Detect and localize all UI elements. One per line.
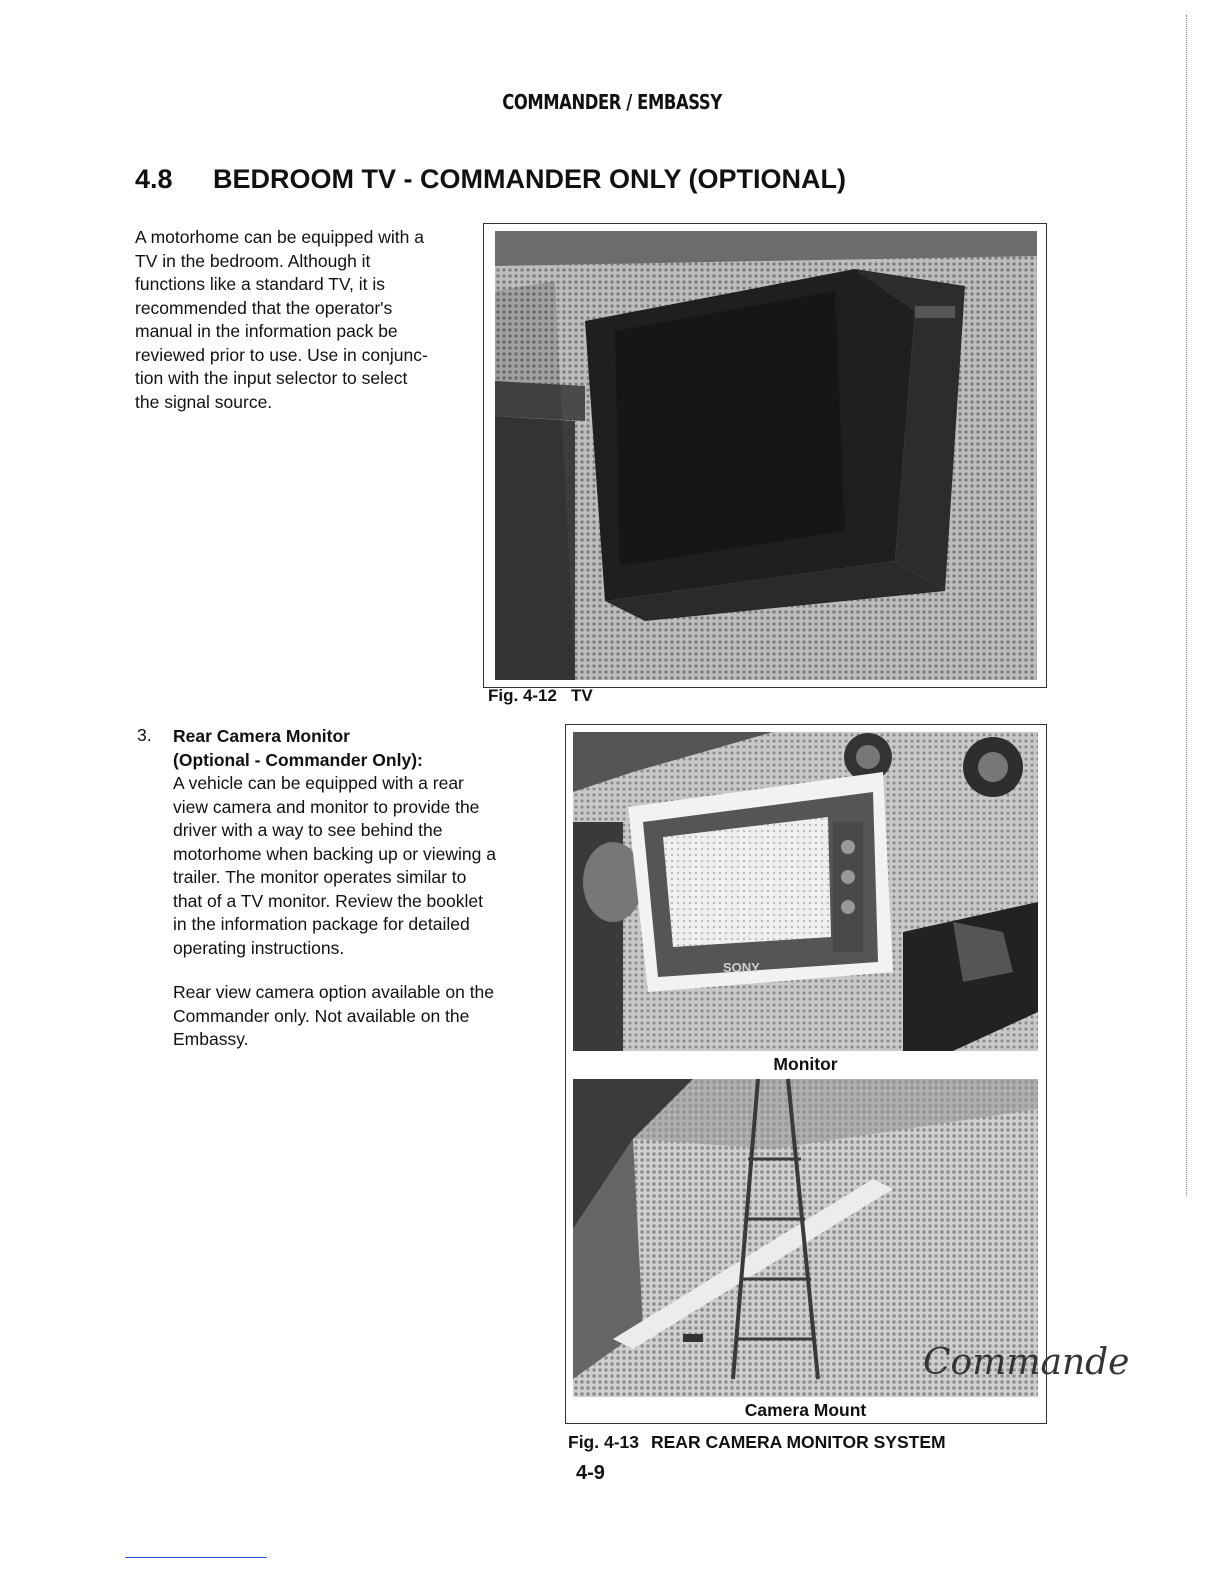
- section-title: BEDROOM TV - COMMANDER ONLY (OPTIONAL): [213, 164, 846, 194]
- monitor-brand: SONY: [723, 960, 760, 975]
- page-number: 4-9: [576, 1462, 605, 1484]
- figure-camera-title: REAR CAMERA MONITOR SYSTEM: [651, 1432, 946, 1452]
- intro-paragraph: A motorhome can be equipped with a TV in the bedroom. Although it functions like a standard TV, it is recommended that the operator's manual in the information pack be reviewed prior to use. Use in conjunc- tion with the input selector to select the signal source.: [135, 227, 428, 412]
- vehicle-logo: Commande: [923, 1342, 1130, 1383]
- footer-rule: [125, 1557, 267, 1558]
- running-header: COMMANDER / EMBASSY: [502, 90, 722, 114]
- figure-camera-caption: [568, 1432, 946, 1453]
- list-item-body: A vehicle can be equipped with a rear view camera and monitor to provide the driver with a way to see behind the motorhome when backing up or viewing a trailer. The monitor operates similar to that of a TV monitor. Review the booklet in the information package for detailed operating instructions.: [173, 773, 496, 958]
- monitor-label: Monitor: [773, 1054, 838, 1074]
- section-heading: [135, 164, 846, 195]
- section-number: 4.8: [135, 164, 173, 194]
- rear-monitor-photo: [573, 732, 1038, 1051]
- camera-mount-photo: [573, 1079, 1130, 1397]
- list-item-note: Rear view camera option available on the Commander only. Not available on the Embassy.: [173, 982, 495, 1049]
- bedroom-tv-photo: [495, 231, 1037, 680]
- scan-edge-marks: [1186, 15, 1187, 1195]
- camera-mount-label: Camera Mount: [744, 1400, 867, 1420]
- list-item-title: Rear Camera Monitor (Optional - Commander Only):: [173, 726, 423, 770]
- figure-camera-number: Fig. 4-13: [568, 1432, 639, 1452]
- figure-tv-caption: [488, 686, 593, 706]
- list-item-number: 3.: [137, 725, 152, 745]
- figure-tv-label: TV: [570, 686, 593, 705]
- figure-tv-number: Fig. 4-12: [488, 686, 557, 705]
